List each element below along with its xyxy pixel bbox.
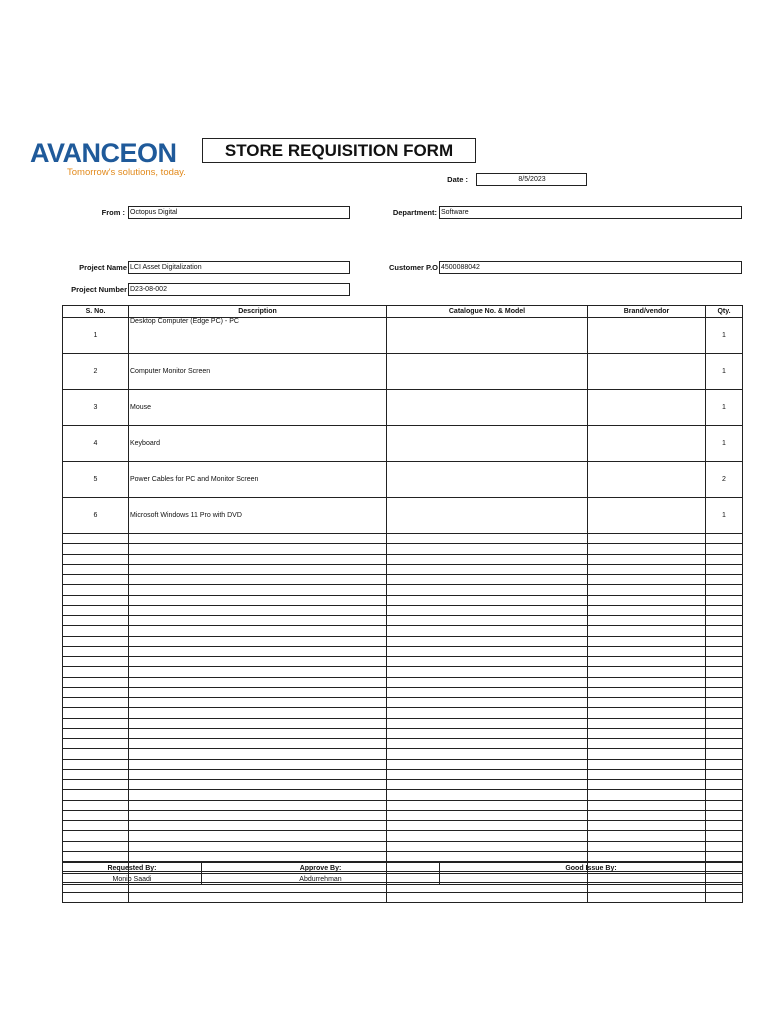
row-catalogue[interactable] — [387, 667, 588, 677]
row-description[interactable] — [129, 780, 387, 790]
row-sno[interactable] — [63, 595, 129, 605]
department-label: Department: — [392, 208, 437, 217]
row-description[interactable] — [129, 810, 387, 820]
row-description[interactable] — [129, 851, 387, 861]
row-qty[interactable] — [706, 769, 743, 779]
requested-by-name[interactable]: Monib Saadi — [63, 874, 202, 885]
empty-table-row — [63, 698, 743, 708]
row-sno[interactable] — [63, 575, 129, 585]
row-catalogue[interactable] — [387, 749, 588, 759]
good-issue-by-name[interactable] — [440, 874, 743, 885]
col-header-brand: Brand/vendor — [588, 306, 706, 318]
row-sno[interactable] — [63, 687, 129, 697]
row-description[interactable] — [129, 790, 387, 800]
empty-table-row — [63, 657, 743, 667]
row-catalogue[interactable] — [387, 677, 588, 687]
empty-table-row — [63, 585, 743, 595]
row-catalogue[interactable] — [387, 498, 588, 534]
row-brand[interactable] — [588, 390, 706, 426]
row-qty[interactable] — [706, 831, 743, 841]
row-brand[interactable] — [588, 780, 706, 790]
row-qty[interactable] — [706, 544, 743, 554]
row-catalogue[interactable] — [387, 616, 588, 626]
row-catalogue[interactable] — [387, 851, 588, 861]
row-description[interactable]: Power Cables for PC and Monitor Screen — [129, 462, 387, 498]
row-description[interactable] — [129, 821, 387, 831]
empty-table-row — [63, 831, 743, 841]
empty-table-row — [63, 769, 743, 779]
signature-header-row — [63, 863, 743, 874]
row-catalogue[interactable] — [387, 831, 588, 841]
row-catalogue[interactable] — [387, 354, 588, 390]
row-description[interactable]: Microsoft Windows 11 Pro with DVD — [129, 498, 387, 534]
row-qty[interactable] — [706, 759, 743, 769]
table-row — [63, 318, 743, 354]
row-qty[interactable] — [706, 554, 743, 564]
row-brand[interactable] — [588, 667, 706, 677]
row-description[interactable]: Mouse — [129, 390, 387, 426]
row-sno[interactable] — [63, 626, 129, 636]
row-catalogue[interactable] — [387, 318, 588, 354]
row-description[interactable] — [129, 595, 387, 605]
row-qty[interactable] — [706, 636, 743, 646]
row-qty[interactable] — [706, 626, 743, 636]
table-row — [63, 462, 743, 498]
col-header-sno: S. No. — [63, 306, 129, 318]
row-description[interactable] — [129, 728, 387, 738]
requested-by-label: Requested By: — [63, 863, 202, 874]
row-catalogue[interactable] — [387, 739, 588, 749]
row-catalogue[interactable] — [387, 595, 588, 605]
row-catalogue[interactable] — [387, 575, 588, 585]
row-brand[interactable] — [588, 544, 706, 554]
row-qty[interactable]: 1 — [706, 498, 743, 534]
empty-table-row — [63, 718, 743, 728]
logo-tagline: Tomorrow's solutions, today. — [67, 167, 186, 178]
empty-table-row — [63, 892, 743, 902]
row-brand[interactable] — [588, 831, 706, 841]
customer-po-field[interactable]: 4500088042 — [439, 261, 742, 274]
row-sno[interactable] — [63, 605, 129, 615]
empty-table-row — [63, 728, 743, 738]
row-brand[interactable] — [588, 575, 706, 585]
row-brand[interactable] — [588, 739, 706, 749]
row-sno: 2 — [63, 354, 129, 390]
row-description[interactable] — [129, 749, 387, 759]
row-sno[interactable] — [63, 554, 129, 564]
row-catalogue[interactable] — [387, 605, 588, 615]
row-description[interactable] — [129, 800, 387, 810]
row-sno[interactable] — [63, 810, 129, 820]
row-qty[interactable] — [706, 841, 743, 851]
empty-table-row — [63, 554, 743, 564]
row-catalogue[interactable] — [387, 657, 588, 667]
row-sno[interactable] — [63, 831, 129, 841]
row-qty[interactable] — [706, 585, 743, 595]
row-qty[interactable]: 1 — [706, 426, 743, 462]
row-catalogue[interactable] — [387, 534, 588, 544]
row-catalogue[interactable] — [387, 585, 588, 595]
row-qty[interactable] — [706, 708, 743, 718]
empty-table-row — [63, 534, 743, 544]
empty-table-row — [63, 677, 743, 687]
row-qty[interactable] — [706, 575, 743, 585]
row-description[interactable] — [129, 657, 387, 667]
row-qty[interactable] — [706, 687, 743, 697]
row-brand[interactable] — [588, 462, 706, 498]
table-header-row — [63, 306, 743, 318]
row-description[interactable] — [129, 626, 387, 636]
row-brand[interactable] — [588, 800, 706, 810]
project-name-field[interactable]: LCI Asset Digitalization — [128, 261, 350, 274]
row-brand[interactable] — [588, 626, 706, 636]
row-description[interactable] — [129, 616, 387, 626]
row-qty[interactable] — [706, 780, 743, 790]
row-description[interactable] — [129, 708, 387, 718]
empty-table-row — [63, 841, 743, 851]
row-sno[interactable] — [63, 657, 129, 667]
table-row — [63, 426, 743, 462]
row-sno[interactable] — [63, 851, 129, 861]
row-qty[interactable] — [706, 892, 743, 902]
row-brand[interactable] — [588, 698, 706, 708]
row-sno: 4 — [63, 426, 129, 462]
row-catalogue[interactable] — [387, 841, 588, 851]
row-description[interactable] — [129, 605, 387, 615]
row-description[interactable] — [129, 534, 387, 544]
empty-table-row — [63, 575, 743, 585]
row-catalogue[interactable] — [387, 564, 588, 574]
form-title: STORE REQUISITION FORM — [202, 138, 476, 163]
empty-table-row — [63, 564, 743, 574]
project-name-label: Project Name — [79, 263, 127, 272]
row-catalogue[interactable] — [387, 708, 588, 718]
row-brand[interactable] — [588, 821, 706, 831]
row-description[interactable] — [129, 646, 387, 656]
row-qty[interactable] — [706, 810, 743, 820]
row-description[interactable]: Desktop Computer (Edge PC) - PC — [129, 318, 387, 354]
row-description[interactable] — [129, 698, 387, 708]
good-issue-by-label: Good Issue By: — [440, 863, 743, 874]
row-brand[interactable] — [588, 585, 706, 595]
row-description[interactable] — [129, 554, 387, 564]
empty-table-row — [63, 800, 743, 810]
signature-name-row — [63, 874, 743, 885]
signature-table — [62, 862, 743, 885]
project-number-label: Project Number — [71, 285, 127, 294]
row-catalogue[interactable] — [387, 646, 588, 656]
col-header-qty: Qty. — [706, 306, 743, 318]
row-description[interactable] — [129, 636, 387, 646]
row-description[interactable] — [129, 564, 387, 574]
row-sno[interactable] — [63, 780, 129, 790]
row-qty[interactable] — [706, 534, 743, 544]
row-sno[interactable] — [63, 636, 129, 646]
row-catalogue[interactable] — [387, 426, 588, 462]
row-sno[interactable] — [63, 769, 129, 779]
empty-table-row — [63, 749, 743, 759]
row-brand[interactable] — [588, 616, 706, 626]
row-brand[interactable] — [588, 790, 706, 800]
row-catalogue[interactable] — [387, 810, 588, 820]
row-brand[interactable] — [588, 708, 706, 718]
empty-table-row — [63, 790, 743, 800]
row-sno: 1 — [63, 318, 129, 354]
items-table — [62, 305, 743, 903]
row-sno[interactable] — [63, 892, 129, 902]
row-description[interactable] — [129, 544, 387, 554]
from-label: From : — [101, 208, 125, 217]
row-brand[interactable] — [588, 657, 706, 667]
row-brand[interactable] — [588, 646, 706, 656]
row-catalogue[interactable] — [387, 390, 588, 426]
logo-wordmark: AVANCEON — [30, 138, 177, 168]
row-sno[interactable] — [63, 749, 129, 759]
row-catalogue[interactable] — [387, 821, 588, 831]
row-brand[interactable] — [588, 759, 706, 769]
row-qty[interactable]: 1 — [706, 390, 743, 426]
row-catalogue[interactable] — [387, 780, 588, 790]
row-brand[interactable] — [588, 426, 706, 462]
row-description[interactable] — [129, 585, 387, 595]
row-brand[interactable] — [588, 554, 706, 564]
row-catalogue[interactable] — [387, 698, 588, 708]
empty-table-row — [63, 759, 743, 769]
table-row — [63, 498, 743, 534]
company-logo — [30, 138, 200, 182]
row-sno[interactable] — [63, 759, 129, 769]
row-description[interactable]: Keyboard — [129, 426, 387, 462]
row-sno[interactable] — [63, 646, 129, 656]
row-qty[interactable] — [706, 616, 743, 626]
empty-table-row — [63, 636, 743, 646]
row-description[interactable] — [129, 739, 387, 749]
row-catalogue[interactable] — [387, 636, 588, 646]
row-qty[interactable] — [706, 564, 743, 574]
customer-po-label: Customer P.O — [388, 263, 438, 272]
row-qty[interactable] — [706, 851, 743, 861]
row-description[interactable]: Computer Monitor Screen — [129, 354, 387, 390]
row-qty[interactable] — [706, 657, 743, 667]
project-number-field[interactable]: D23-08-002 — [128, 283, 350, 296]
row-sno: 6 — [63, 498, 129, 534]
row-sno[interactable] — [63, 800, 129, 810]
row-brand[interactable] — [588, 687, 706, 697]
row-description[interactable] — [129, 667, 387, 677]
department-field[interactable]: Software — [439, 206, 742, 219]
row-sno[interactable] — [63, 677, 129, 687]
row-brand[interactable] — [588, 851, 706, 861]
row-catalogue[interactable] — [387, 462, 588, 498]
empty-table-row — [63, 595, 743, 605]
row-catalogue[interactable] — [387, 728, 588, 738]
row-brand[interactable] — [588, 810, 706, 820]
row-sno[interactable] — [63, 698, 129, 708]
row-qty[interactable]: 2 — [706, 462, 743, 498]
row-sno[interactable] — [63, 564, 129, 574]
row-brand[interactable] — [588, 749, 706, 759]
empty-table-row — [63, 626, 743, 636]
row-brand[interactable] — [588, 636, 706, 646]
empty-table-row — [63, 667, 743, 677]
row-sno[interactable] — [63, 790, 129, 800]
date-label: Date : — [447, 175, 468, 184]
row-qty[interactable]: 1 — [706, 318, 743, 354]
row-sno[interactable] — [63, 841, 129, 851]
row-brand[interactable] — [588, 354, 706, 390]
row-sno[interactable] — [63, 708, 129, 718]
row-sno: 5 — [63, 462, 129, 498]
row-qty[interactable] — [706, 728, 743, 738]
empty-table-row — [63, 780, 743, 790]
row-brand[interactable] — [588, 564, 706, 574]
row-brand[interactable] — [588, 595, 706, 605]
row-description[interactable] — [129, 892, 387, 902]
row-brand[interactable] — [588, 769, 706, 779]
row-brand[interactable] — [588, 728, 706, 738]
row-sno[interactable] — [63, 739, 129, 749]
row-catalogue[interactable] — [387, 687, 588, 697]
approve-by-name[interactable]: Abdurrehman — [202, 874, 440, 885]
empty-table-row — [63, 544, 743, 554]
row-brand[interactable] — [588, 892, 706, 902]
row-qty[interactable] — [706, 790, 743, 800]
row-catalogue[interactable] — [387, 626, 588, 636]
row-sno[interactable] — [63, 728, 129, 738]
row-qty[interactable] — [706, 667, 743, 677]
row-sno[interactable] — [63, 667, 129, 677]
row-sno[interactable] — [63, 534, 129, 544]
row-brand[interactable] — [588, 534, 706, 544]
row-description[interactable] — [129, 759, 387, 769]
row-catalogue[interactable] — [387, 554, 588, 564]
empty-table-row — [63, 851, 743, 861]
row-qty[interactable]: 1 — [706, 354, 743, 390]
row-qty[interactable] — [706, 646, 743, 656]
row-catalogue[interactable] — [387, 790, 588, 800]
row-description[interactable] — [129, 575, 387, 585]
table-row — [63, 354, 743, 390]
row-description[interactable] — [129, 831, 387, 841]
table-row — [63, 390, 743, 426]
row-qty[interactable] — [706, 605, 743, 615]
row-catalogue[interactable] — [387, 769, 588, 779]
from-field[interactable]: Octopus Digital — [128, 206, 350, 219]
row-catalogue[interactable] — [387, 800, 588, 810]
row-sno[interactable] — [63, 585, 129, 595]
row-qty[interactable] — [706, 739, 743, 749]
row-sno: 3 — [63, 390, 129, 426]
row-description[interactable] — [129, 769, 387, 779]
col-header-catalogue: Catalogue No. & Model — [387, 306, 588, 318]
row-qty[interactable] — [706, 718, 743, 728]
empty-table-row — [63, 821, 743, 831]
row-description[interactable] — [129, 718, 387, 728]
row-brand[interactable] — [588, 841, 706, 851]
row-catalogue[interactable] — [387, 544, 588, 554]
empty-table-row — [63, 616, 743, 626]
row-catalogue[interactable] — [387, 892, 588, 902]
empty-table-row — [63, 646, 743, 656]
row-catalogue[interactable] — [387, 718, 588, 728]
row-qty[interactable] — [706, 749, 743, 759]
row-sno[interactable] — [63, 544, 129, 554]
row-brand[interactable] — [588, 498, 706, 534]
row-qty[interactable] — [706, 677, 743, 687]
row-catalogue[interactable] — [387, 759, 588, 769]
row-sno[interactable] — [63, 616, 129, 626]
empty-table-row — [63, 605, 743, 615]
row-description[interactable] — [129, 677, 387, 687]
row-qty[interactable] — [706, 595, 743, 605]
row-brand[interactable] — [588, 318, 706, 354]
row-qty[interactable] — [706, 800, 743, 810]
col-header-description: Description — [129, 306, 387, 318]
row-sno[interactable] — [63, 821, 129, 831]
row-brand[interactable] — [588, 677, 706, 687]
row-description[interactable] — [129, 841, 387, 851]
row-brand[interactable] — [588, 605, 706, 615]
empty-table-row — [63, 739, 743, 749]
row-qty[interactable] — [706, 821, 743, 831]
date-field[interactable]: 8/5/2023 — [476, 173, 587, 186]
row-qty[interactable] — [706, 698, 743, 708]
empty-table-row — [63, 687, 743, 697]
approve-by-label: Approve By: — [202, 863, 440, 874]
row-sno[interactable] — [63, 718, 129, 728]
empty-table-row — [63, 708, 743, 718]
row-description[interactable] — [129, 687, 387, 697]
empty-table-row — [63, 810, 743, 820]
row-brand[interactable] — [588, 718, 706, 728]
